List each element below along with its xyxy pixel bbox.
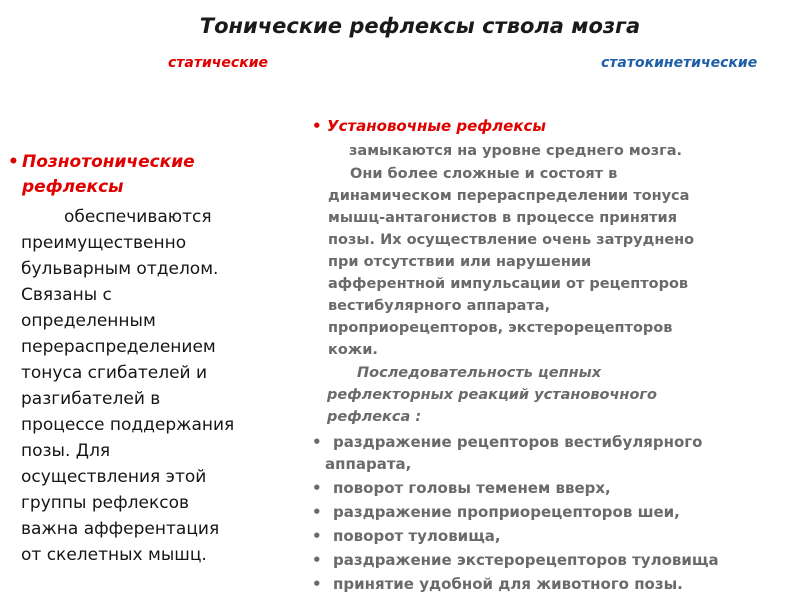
right-heading-text: Установочные рефлексы [327,117,546,135]
bullet-icon: • [312,551,322,569]
right-intro-line: замыкаются на уровне среднего мозга. [349,143,683,159]
right-paragraph-line: вестибулярного аппарата, [328,298,551,314]
left-body-line: преимущественно [21,233,187,253]
right-paragraph-line-text: Они более сложные и состоят в [350,166,618,182]
right-paragraph-line: позы. Их осуществление очень затруднено [328,232,695,248]
left-body-line: группы рефлексов [21,493,189,513]
bullet-icon: • [312,503,322,521]
left-body-line: бульварным отделом. [21,259,219,279]
list-item [312,549,796,571]
list-item-text: принятие удобной для животного позы. [333,575,683,593]
list-item [312,525,796,547]
bullet-icon: • [312,527,322,545]
bullet-icon: • [8,152,19,172]
right-paragraph-line: кожи. [328,342,378,358]
bullet-icon: • [312,479,322,497]
sequence-heading-line-text: Последовательность цепных [357,365,602,381]
right-paragraph-line [327,163,796,185]
list-item-text: поворот головы теменем вверх, [333,479,611,497]
left-body-line-text: обеспечиваются [64,207,212,227]
sequence-heading-line [327,362,796,384]
left-body-line: от скелетных мышц. [21,545,207,565]
right-heading [312,115,796,137]
right-paragraph-line: динамическом перераспределении тонуса [328,188,690,204]
left-heading-line: рефлексы [22,177,124,197]
right-paragraph-line: при отсутствии или нарушении [328,254,592,270]
left-body-line: важна афферентация [21,519,220,539]
left-heading-line: Познотонические [22,152,195,172]
left-body-line: разгибателей в [21,389,161,409]
right-paragraph-line: проприорецепторов, экстерорецепторов [328,320,673,336]
sequence-heading-line: рефлекса : [327,409,422,425]
sequence-heading [312,362,796,428]
bullet-icon: • [312,433,322,451]
subtitle-statokinetic: статокинетические [601,55,758,71]
list-item-text: поворот туловища, [333,527,501,545]
subtitle-static: статические [168,55,268,71]
list-item-text: раздражение рецепторов вестибулярного [333,433,703,451]
sequence-heading-line: рефлекторных реакций установочного [327,387,657,403]
bullet-icon: • [312,575,322,593]
left-body-line: осуществления этой [21,467,207,487]
right-paragraph-line: мышц-антагонистов в процессе принятия [328,210,678,226]
left-body-line: Связаны с [21,285,112,305]
right-column [312,115,796,597]
list-item [312,573,796,595]
left-body-line: процессе поддержания [21,415,235,435]
left-heading [8,150,300,200]
left-body-line: позы. Для [21,441,111,461]
sequence-list [312,431,796,595]
left-body-line: определенным [21,311,156,331]
right-paragraph [312,163,796,361]
left-body-line: тонуса сгибателей и [21,363,208,383]
list-item-text: раздражение проприорецепторов шеи, [333,503,680,521]
list-item [312,501,796,523]
left-column [8,150,300,568]
left-body-line: перераспределением [21,337,216,357]
right-paragraph-line: афферентной импульсации от рецепторов [328,276,689,292]
list-item-text: раздражение экстерорецепторов туловища [333,551,719,569]
slide-title: Тонические рефлексы ствола мозга [199,14,641,38]
left-body-text [8,204,300,568]
left-body-line [21,204,300,230]
bullet-icon: • [312,117,322,135]
list-item-text: аппарата, [325,455,412,473]
list-item [312,431,796,475]
list-item [312,477,796,499]
